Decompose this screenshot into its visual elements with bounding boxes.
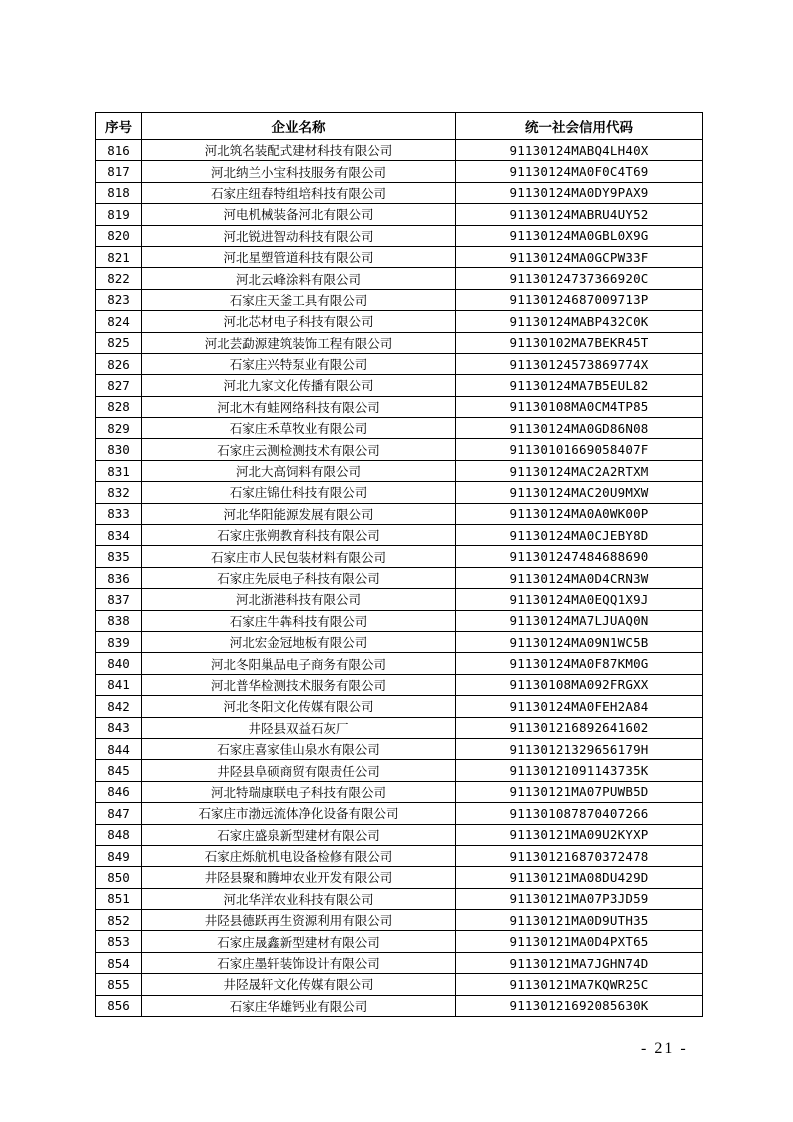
company-name-cell: 河北星塑管道科技有限公司: [142, 246, 456, 267]
table-row: [96, 589, 703, 610]
serial-number-cell: 837: [96, 589, 142, 610]
credit-code-cell: 91130121MA7JGHN74D: [456, 952, 703, 973]
credit-code-cell: 91130124MAC2A2RTXM: [456, 460, 703, 481]
credit-code-cell: 91130124MA0FEH2A84: [456, 696, 703, 717]
serial-number-cell: 823: [96, 289, 142, 310]
serial-number-cell: 846: [96, 781, 142, 802]
company-name-cell: 河北锐进智动科技有限公司: [142, 225, 456, 246]
table-row: [96, 332, 703, 353]
serial-number-cell: 816: [96, 140, 142, 161]
company-name-cell: 石家庄兴特泵业有限公司: [142, 353, 456, 374]
table-row: [96, 460, 703, 481]
table-header-row: [96, 113, 703, 140]
credit-code-cell: 91130124MA0D4CRN3W: [456, 567, 703, 588]
company-name-cell: 石家庄锦仕科技有限公司: [142, 482, 456, 503]
serial-number-cell: 831: [96, 460, 142, 481]
table-row: [96, 653, 703, 674]
table-row: [96, 225, 703, 246]
table-row: [96, 353, 703, 374]
header-credit-code: 统一社会信用代码: [456, 113, 703, 140]
company-name-cell: 井陉晟轩文化传媒有限公司: [142, 974, 456, 995]
company-name-cell: 河电机械装备河北有限公司: [142, 204, 456, 225]
company-name-cell: 井陉县德跃再生资源利用有限公司: [142, 910, 456, 931]
serial-number-cell: 822: [96, 268, 142, 289]
serial-number-cell: 851: [96, 888, 142, 909]
serial-number-cell: 836: [96, 567, 142, 588]
company-name-cell: 井陉县阜硕商贸有限责任公司: [142, 760, 456, 781]
table-row: [96, 439, 703, 460]
table-row: [96, 696, 703, 717]
serial-number-cell: 826: [96, 353, 142, 374]
serial-number-cell: 856: [96, 995, 142, 1016]
table-row: [96, 396, 703, 417]
serial-number-cell: 849: [96, 845, 142, 866]
serial-number-cell: 832: [96, 482, 142, 503]
credit-code-cell: 91130121MA0D9UTH35: [456, 910, 703, 931]
company-name-cell: 石家庄华雄钙业有限公司: [142, 995, 456, 1016]
company-name-cell: 河北大高饲料有限公司: [142, 460, 456, 481]
serial-number-cell: 839: [96, 631, 142, 652]
serial-number-cell: 821: [96, 246, 142, 267]
serial-number-cell: 825: [96, 332, 142, 353]
table-row: [96, 140, 703, 161]
credit-code-cell: 91130124MA0F0C4T69: [456, 161, 703, 182]
table-row: [96, 311, 703, 332]
table-row: [96, 760, 703, 781]
serial-number-cell: 850: [96, 867, 142, 888]
table-row: [96, 503, 703, 524]
credit-code-cell: 91130124MA0GBL0X9G: [456, 225, 703, 246]
table-row: [96, 204, 703, 225]
serial-number-cell: 844: [96, 738, 142, 759]
company-name-cell: 井陉县聚和腾坤农业开发有限公司: [142, 867, 456, 888]
credit-code-cell: 91130101669058407F: [456, 439, 703, 460]
credit-code-cell: 91130124MABRU4UY52: [456, 204, 703, 225]
company-name-cell: 石家庄盛泉新型建材有限公司: [142, 824, 456, 845]
company-name-cell: 石家庄喜家佳山泉水有限公司: [142, 738, 456, 759]
company-name-cell: 井陉县双益石灰厂: [142, 717, 456, 738]
company-name-cell: 河北特瑞康联电子科技有限公司: [142, 781, 456, 802]
serial-number-cell: 819: [96, 204, 142, 225]
company-name-cell: 石家庄市渤远流体净化设备有限公司: [142, 803, 456, 824]
company-name-cell: 石家庄晟鑫新型建材有限公司: [142, 931, 456, 952]
table-row: [96, 738, 703, 759]
credit-code-cell: 91130108MA0CM4TP85: [456, 396, 703, 417]
table-row: [96, 610, 703, 631]
table-row: [96, 631, 703, 652]
serial-number-cell: 840: [96, 653, 142, 674]
serial-number-cell: 834: [96, 525, 142, 546]
credit-code-cell: 91130124MABQ4LH40X: [456, 140, 703, 161]
serial-number-cell: 830: [96, 439, 142, 460]
credit-code-cell: 91130102MA7BEKR45T: [456, 332, 703, 353]
table-row: [96, 482, 703, 503]
credit-code-cell: 91130124MA0F87KM0G: [456, 653, 703, 674]
company-name-cell: 河北冬阳文化传媒有限公司: [142, 696, 456, 717]
company-name-cell: 石家庄禾草牧业有限公司: [142, 418, 456, 439]
serial-number-cell: 855: [96, 974, 142, 995]
company-name-cell: 石家庄云测检测技术有限公司: [142, 439, 456, 460]
company-name-cell: 河北浙港科技有限公司: [142, 589, 456, 610]
credit-code-cell: 91130124MA0CJEBY8D: [456, 525, 703, 546]
company-name-cell: 河北筑名装配式建材科技有限公司: [142, 140, 456, 161]
credit-code-cell: 911301216892641602: [456, 717, 703, 738]
credit-code-cell: 91130124573869774X: [456, 353, 703, 374]
header-company-name: 企业名称: [142, 113, 456, 140]
credit-code-cell: 91130121329656179H: [456, 738, 703, 759]
credit-code-cell: 91130124MA7LJUAQ0N: [456, 610, 703, 631]
serial-number-cell: 829: [96, 418, 142, 439]
company-name-cell: 石家庄市人民包装材料有限公司: [142, 546, 456, 567]
table-row: [96, 931, 703, 952]
table-row: [96, 974, 703, 995]
table-row: [96, 674, 703, 695]
company-name-cell: 石家庄天釜工具有限公司: [142, 289, 456, 310]
serial-number-cell: 854: [96, 952, 142, 973]
serial-number-cell: 848: [96, 824, 142, 845]
credit-code-cell: 91130124MA7B5EUL82: [456, 375, 703, 396]
credit-code-cell: 91130124MA0EQQ1X9J: [456, 589, 703, 610]
credit-code-cell: 91130121MA7KQWR25C: [456, 974, 703, 995]
table-row: [96, 289, 703, 310]
table-row: [96, 867, 703, 888]
table-row: [96, 995, 703, 1016]
table-row: [96, 161, 703, 182]
credit-code-cell: 911301247484688690: [456, 546, 703, 567]
serial-number-cell: 852: [96, 910, 142, 931]
credit-code-cell: 91130124MA09N1WC5B: [456, 631, 703, 652]
credit-code-cell: 91130121MA0D4PXT65: [456, 931, 703, 952]
table-row: [96, 952, 703, 973]
table-row: [96, 246, 703, 267]
table-row: [96, 375, 703, 396]
serial-number-cell: 818: [96, 182, 142, 203]
page-number: - 21 -: [641, 1040, 688, 1057]
table-row: [96, 781, 703, 802]
serial-number-cell: 843: [96, 717, 142, 738]
serial-number-cell: 842: [96, 696, 142, 717]
credit-code-cell: 91130124MABP432C0K: [456, 311, 703, 332]
company-name-cell: 河北云峰涂料有限公司: [142, 268, 456, 289]
table-row: [96, 182, 703, 203]
company-name-cell: 河北普华检测技术服务有限公司: [142, 674, 456, 695]
credit-code-cell: 91130124MA0DY9PAX9: [456, 182, 703, 203]
credit-code-cell: 91130121692085630K: [456, 995, 703, 1016]
company-name-cell: 石家庄张朔教育科技有限公司: [142, 525, 456, 546]
serial-number-cell: 828: [96, 396, 142, 417]
serial-number-cell: 824: [96, 311, 142, 332]
credit-code-cell: 91130124MA0GCPW33F: [456, 246, 703, 267]
table-row: [96, 824, 703, 845]
company-name-cell: 河北华洋农业科技有限公司: [142, 888, 456, 909]
credit-code-cell: 91130121MA07P3JD59: [456, 888, 703, 909]
credit-code-cell: 91130108MA092FRGXX: [456, 674, 703, 695]
credit-code-cell: 91130121MA09U2KYXP: [456, 824, 703, 845]
credit-code-cell: 91130124MAC20U9MXW: [456, 482, 703, 503]
credit-code-cell: 911301087870407266: [456, 803, 703, 824]
table-row: [96, 268, 703, 289]
company-table-body: [96, 140, 703, 1017]
table-row: [96, 803, 703, 824]
credit-code-cell: 91130121MA07PUWB5D: [456, 781, 703, 802]
credit-code-cell: 91130121MA08DU429D: [456, 867, 703, 888]
company-name-cell: 石家庄烁航机电设备检修有限公司: [142, 845, 456, 866]
company-name-cell: 河北华阳能源发展有限公司: [142, 503, 456, 524]
serial-number-cell: 827: [96, 375, 142, 396]
company-name-cell: 石家庄牛犇科技有限公司: [142, 610, 456, 631]
table-row: [96, 910, 703, 931]
company-name-cell: 河北冬阳巢品电子商务有限公司: [142, 653, 456, 674]
table-row: [96, 888, 703, 909]
company-name-cell: 石家庄纽春特组培科技有限公司: [142, 182, 456, 203]
company-list-table: [95, 112, 703, 1017]
serial-number-cell: 845: [96, 760, 142, 781]
table-row: [96, 525, 703, 546]
serial-number-cell: 847: [96, 803, 142, 824]
header-serial-number: 序号: [96, 113, 142, 140]
credit-code-cell: 911301216870372478: [456, 845, 703, 866]
serial-number-cell: 817: [96, 161, 142, 182]
company-name-cell: 河北纳兰小宝科技服务有限公司: [142, 161, 456, 182]
credit-code-cell: 91130121091143735K: [456, 760, 703, 781]
table-row: [96, 717, 703, 738]
company-name-cell: 河北芯材电子科技有限公司: [142, 311, 456, 332]
table-row: [96, 418, 703, 439]
serial-number-cell: 820: [96, 225, 142, 246]
credit-code-cell: 91130124MA0A0WK00P: [456, 503, 703, 524]
serial-number-cell: 835: [96, 546, 142, 567]
serial-number-cell: 853: [96, 931, 142, 952]
credit-code-cell: 91130124MA0GD86N08: [456, 418, 703, 439]
serial-number-cell: 841: [96, 674, 142, 695]
table-header: [96, 113, 703, 140]
company-name-cell: 河北九家文化传播有限公司: [142, 375, 456, 396]
company-name-cell: 石家庄墨轩装饰设计有限公司: [142, 952, 456, 973]
serial-number-cell: 833: [96, 503, 142, 524]
serial-number-cell: 838: [96, 610, 142, 631]
company-name-cell: 河北木有蛙网络科技有限公司: [142, 396, 456, 417]
credit-code-cell: 91130124737366920C: [456, 268, 703, 289]
credit-code-cell: 91130124687009713P: [456, 289, 703, 310]
table-row: [96, 546, 703, 567]
company-name-cell: 石家庄先辰电子科技有限公司: [142, 567, 456, 588]
company-name-cell: 河北宏金冠地板有限公司: [142, 631, 456, 652]
company-name-cell: 河北芸勐源建筑装饰工程有限公司: [142, 332, 456, 353]
table-row: [96, 567, 703, 588]
table-row: [96, 845, 703, 866]
